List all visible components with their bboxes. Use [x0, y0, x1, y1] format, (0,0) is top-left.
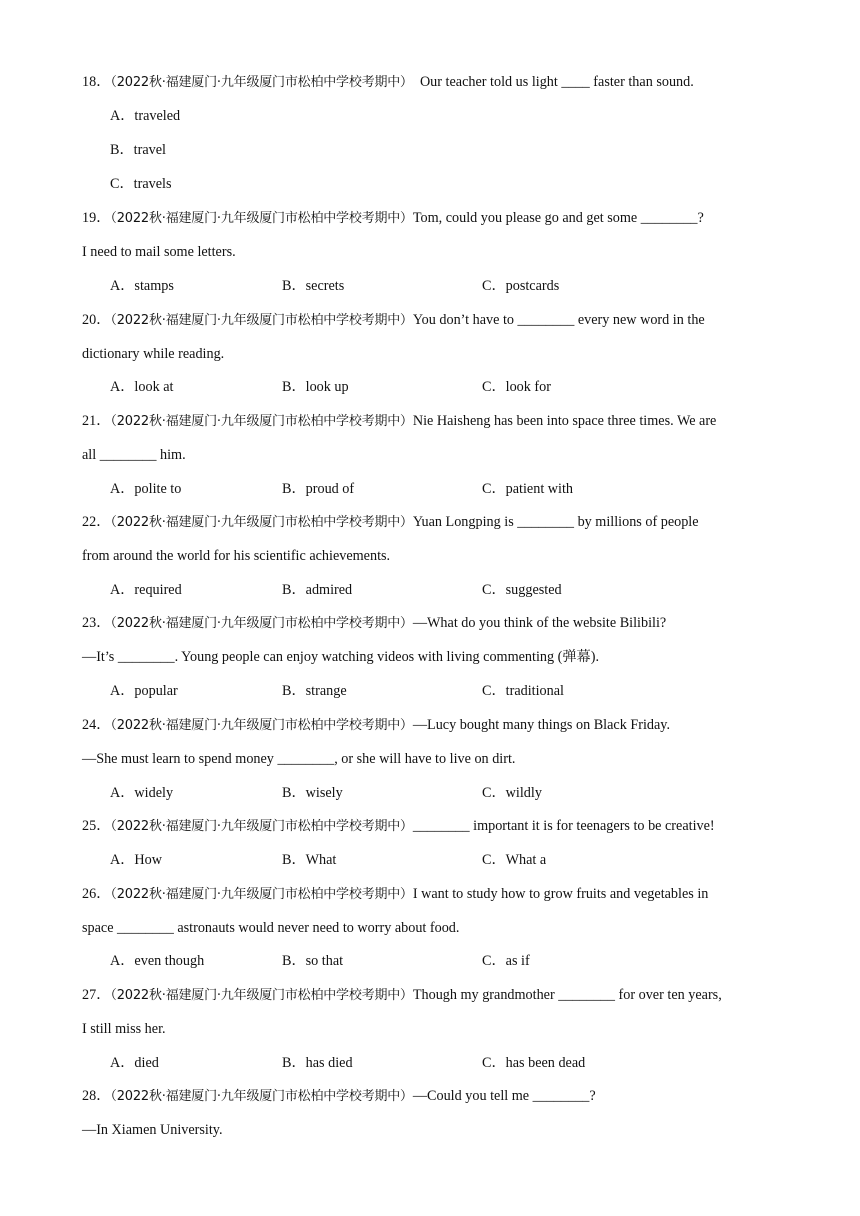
question-19-stem: 19．（2022秋·福建厦门·九年级厦门市松柏中学校考期中）Tom, could you please go and get some ________?	[82, 210, 704, 226]
question-22-options	[110, 580, 800, 600]
option-b: B．travel	[110, 142, 166, 158]
option-a: A．even though	[110, 953, 205, 969]
question-20-stem: 20．（2022秋·福建厦门·九年级厦门市松柏中学校考期中）You don’t have to ________ every new word in the	[82, 312, 705, 328]
option-b: B．admired	[282, 582, 353, 598]
question-text: ________ important it is for teenagers to be creative!	[412, 818, 715, 834]
question-number: 25	[82, 818, 97, 834]
question-26-options	[110, 951, 800, 971]
question-21-options	[110, 479, 800, 499]
option-c: C．postcards	[482, 278, 560, 294]
option-c: C．look for	[482, 379, 551, 395]
question-28-stem: 28．（2022秋·福建厦门·九年级厦门市松柏中学校考期中）—Could you tell me ________?	[82, 1088, 596, 1104]
question-24-stem: 24．（2022秋·福建厦门·九年级厦门市松柏中学校考期中）—Lucy bought many things on Black Friday.	[82, 717, 671, 733]
option-a: A．traveled	[110, 108, 181, 124]
option-a: A．look at	[110, 379, 174, 395]
question-24-options	[110, 783, 800, 803]
question-text: Nie Haisheng has been into space three times. We are	[412, 413, 717, 429]
question-source: （2022秋·福建厦门·九年级厦门市松柏中学校考期中）	[110, 1089, 413, 1104]
option-a: A．widely	[110, 785, 174, 801]
option-a: A．stamps	[110, 278, 174, 294]
option-b: B．proud of	[282, 481, 355, 497]
option-a: A．required	[110, 582, 182, 598]
question-number: 23	[82, 615, 97, 631]
question-23-options	[110, 681, 800, 701]
option-c: C．travels	[110, 176, 172, 192]
option-b: B．secrets	[282, 278, 345, 294]
question-22-stem: 22．（2022秋·福建厦门·九年级厦门市松柏中学校考期中）Yuan Longping is ________ by millions of people	[82, 514, 699, 530]
question-27-stem: 27．（2022秋·福建厦门·九年级厦门市松柏中学校考期中）Though my grandmother ________ for over ten years,	[82, 987, 722, 1003]
question-text: Our teacher told us light ____ faster than sound.	[419, 74, 694, 90]
question-number: 28	[82, 1088, 97, 1104]
question-text: Though my grandmother ________ for over ten years,	[412, 987, 722, 1003]
question-25-options	[110, 850, 800, 870]
question-number: 22	[82, 514, 97, 530]
question-26-stem: 26．（2022秋·福建厦门·九年级厦门市松柏中学校考期中）I want to study how to grow fruits and vegetables in	[82, 886, 709, 902]
question-18-stem: 18．（2022秋·福建厦门·九年级厦门市松柏中学校考期中） Our teacher told us light ____ faster than sound.	[82, 74, 694, 90]
question-source: （2022秋·福建厦门·九年级厦门市松柏中学校考期中）	[110, 211, 413, 226]
question-source: （2022秋·福建厦门·九年级厦门市松柏中学校考期中）	[110, 887, 413, 902]
question-number: 27	[82, 987, 97, 1003]
question-text: —Could you tell me ________?	[412, 1088, 596, 1104]
question-text-continued: all ________ him.	[82, 447, 186, 463]
question-source: （2022秋·福建厦门·九年级厦门市松柏中学校考期中）	[110, 718, 413, 733]
question-text-continued: —It’s ________. Young people can enjoy watching videos with living commenting (弹幕).	[82, 649, 599, 665]
question-text-continued: space ________ astronauts would never need to worry about food.	[82, 920, 460, 936]
question-number: 19	[82, 210, 97, 226]
question-source: （2022秋·福建厦门·九年级厦门市松柏中学校考期中）	[110, 988, 413, 1003]
question-text-continued: —She must learn to spend money ________, or she will have to live on dirt.	[82, 751, 516, 767]
question-21-stem: 21．（2022秋·福建厦门·九年级厦门市松柏中学校考期中）Nie Haisheng has been into space three times. We are	[82, 413, 717, 429]
option-c: C．wildly	[482, 785, 542, 801]
question-number: 21	[82, 413, 97, 429]
question-text-continued: I need to mail some letters.	[82, 244, 236, 260]
question-25-stem: 25．（2022秋·福建厦门·九年级厦门市松柏中学校考期中）________ important it is for teenagers to be creative!	[82, 818, 715, 834]
question-text: —What do you think of the website Bilibili?	[412, 615, 667, 631]
question-text: Tom, could you please go and get some ________?	[412, 210, 704, 226]
option-c: C．suggested	[482, 582, 562, 598]
question-source: （2022秋·福建厦门·九年级厦门市松柏中学校考期中）	[110, 616, 413, 631]
question-text: I want to study how to grow fruits and vegetables in	[412, 886, 709, 902]
question-number: 24	[82, 717, 97, 733]
option-b: B．What	[282, 852, 337, 868]
question-number: 26	[82, 886, 97, 902]
question-27-options	[110, 1053, 800, 1073]
question-source: （2022秋·福建厦门·九年级厦门市松柏中学校考期中）	[110, 819, 413, 834]
question-source: （2022秋·福建厦门·九年级厦门市松柏中学校考期中）	[110, 313, 413, 328]
question-text-continued: —In Xiamen University.	[82, 1122, 223, 1138]
option-c: C．What a	[482, 852, 547, 868]
option-a: A．died	[110, 1055, 159, 1071]
question-number: 20	[82, 312, 97, 328]
option-b: B．look up	[282, 379, 349, 395]
option-a: A．How	[110, 852, 163, 868]
option-b: B．strange	[282, 683, 347, 699]
option-a: A．popular	[110, 683, 178, 699]
question-text-continued: dictionary while reading.	[82, 346, 225, 362]
option-c: C．patient with	[482, 481, 574, 497]
question-23-stem: 23．（2022秋·福建厦门·九年级厦门市松柏中学校考期中）—What do you think of the website Bilibili?	[82, 615, 667, 631]
option-b: B．so that	[282, 953, 344, 969]
option-c: C．as if	[482, 953, 530, 969]
question-text-continued: from around the world for his scientific achievements.	[82, 548, 391, 564]
question-source: （2022秋·福建厦门·九年级厦门市松柏中学校考期中）	[110, 75, 413, 90]
option-a: A．polite to	[110, 481, 182, 497]
question-text: You don’t have to ________ every new word in the	[412, 312, 705, 328]
question-text: —Lucy bought many things on Black Friday.	[412, 717, 671, 733]
question-number: 18	[82, 74, 97, 90]
option-b: B．wisely	[282, 785, 343, 801]
question-source: （2022秋·福建厦门·九年级厦门市松柏中学校考期中）	[110, 515, 413, 530]
question-19-options	[110, 276, 800, 296]
option-c: C．traditional	[482, 683, 564, 699]
question-text-continued: I still miss her.	[82, 1021, 166, 1037]
option-b: B．has died	[282, 1055, 353, 1071]
question-source: （2022秋·福建厦门·九年级厦门市松柏中学校考期中）	[110, 414, 413, 429]
question-text: Yuan Longping is ________ by millions of people	[412, 514, 699, 530]
option-c: C．has been dead	[482, 1055, 586, 1071]
question-20-options	[110, 377, 800, 397]
